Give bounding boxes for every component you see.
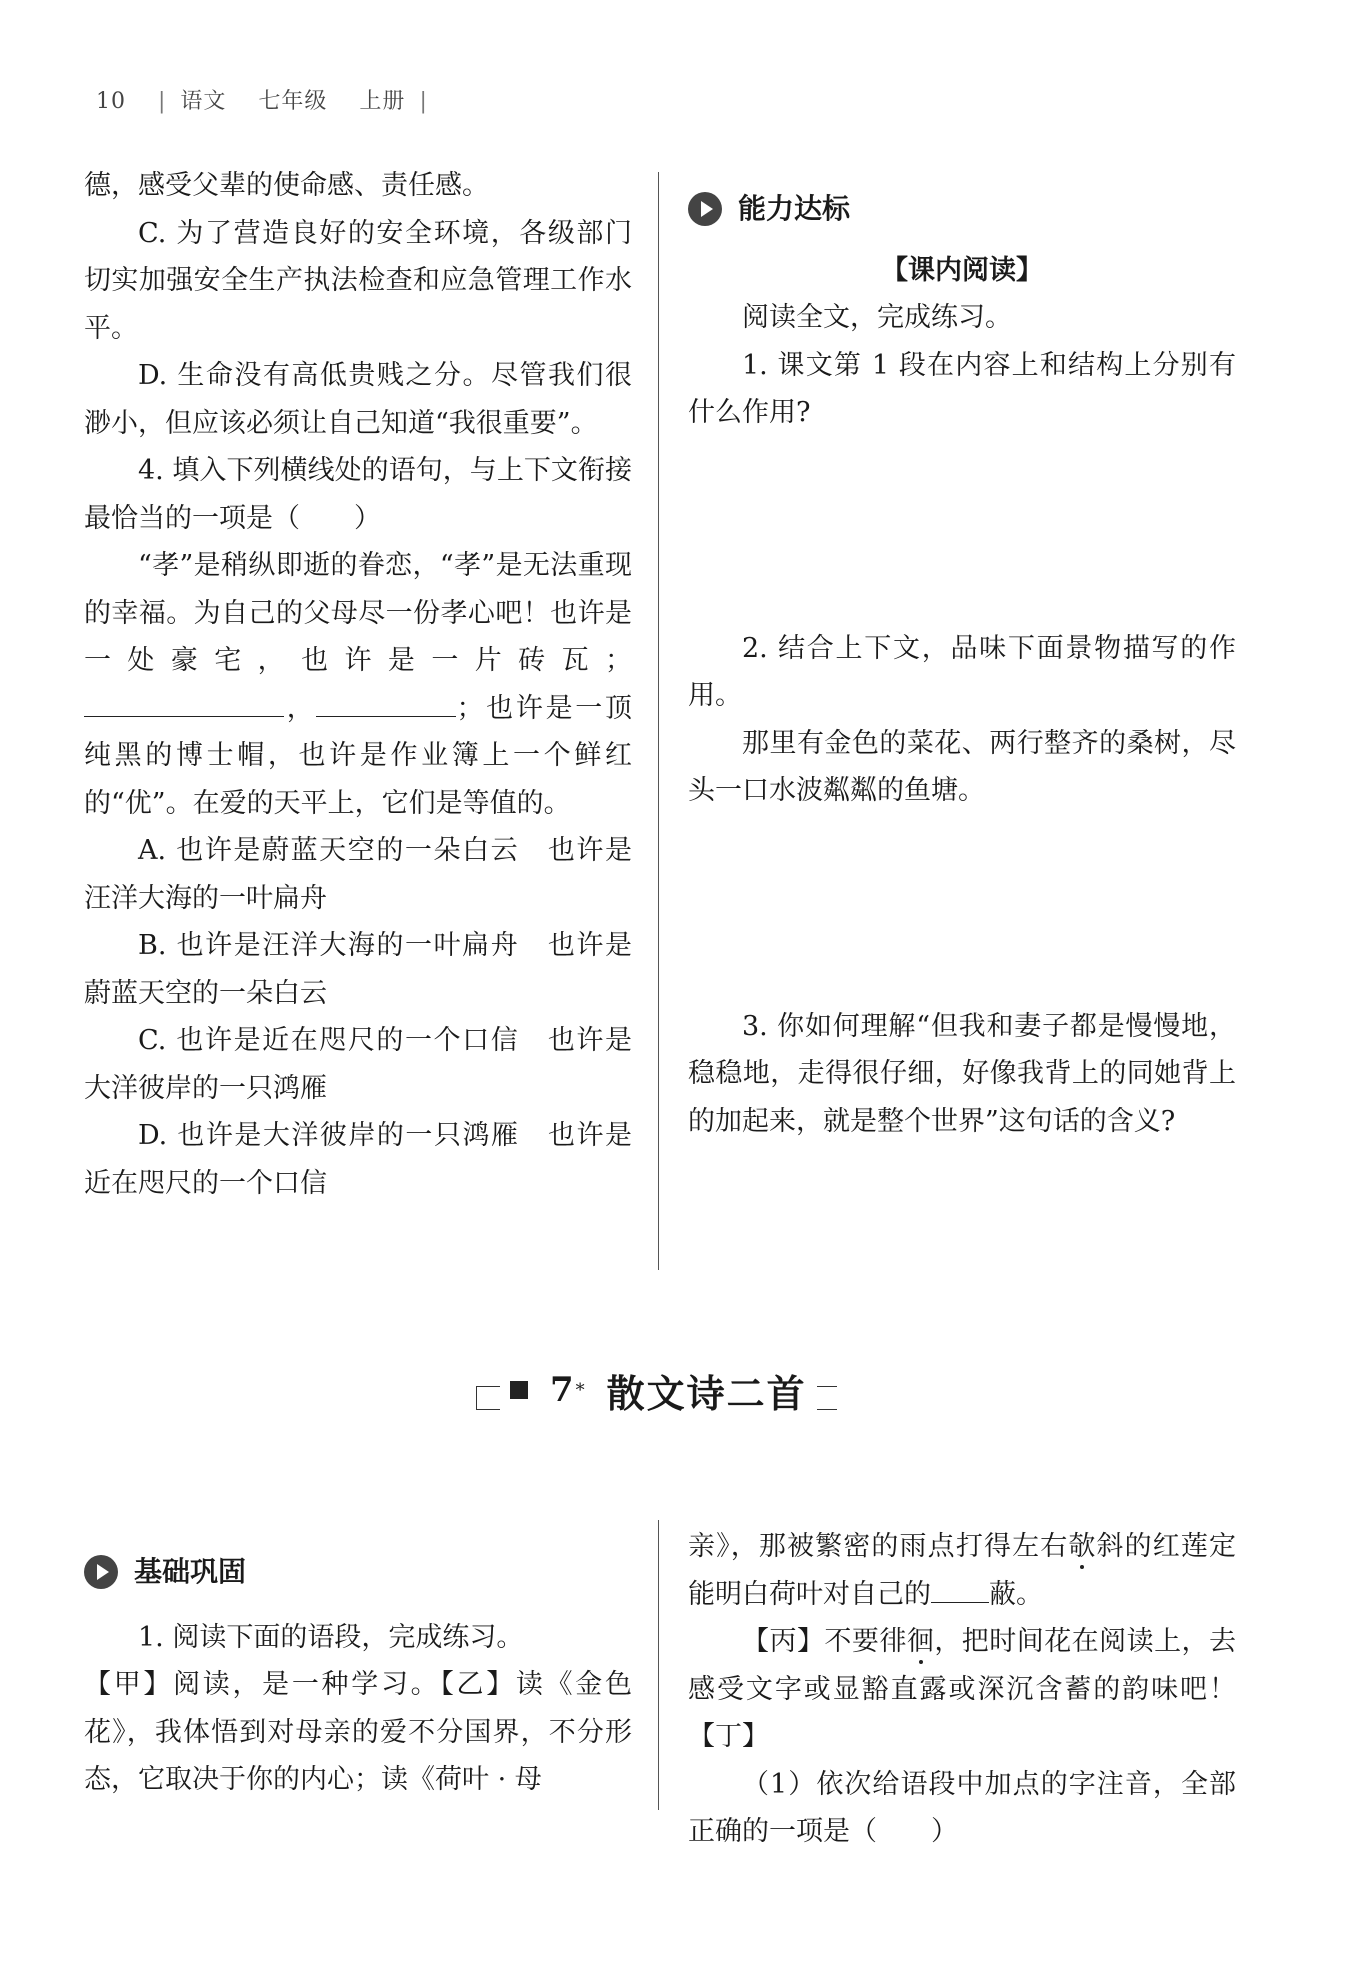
answer-space <box>688 437 1236 625</box>
header-divider: | <box>419 89 428 114</box>
passage: 【甲】阅读，是一种学习。【乙】读《金色花》，我体悟到对母亲的爱不分国界，不分形态，它取决于你的内心；读《荷叶 · 母 <box>84 1669 632 1795</box>
header-divider: | <box>158 89 167 114</box>
right-column-bottom <box>688 1523 1236 1856</box>
header-grade: 七年级 <box>258 89 328 114</box>
passage-comma: ， <box>284 692 317 724</box>
header-volume: 上册 <box>359 89 406 114</box>
text: ，把时间花在阅读上，去感受文字或显豁直露或深沉含蓄的韵味吧！【丁】 <box>688 1626 1237 1752</box>
left-column-bottom <box>84 1548 632 1804</box>
passage-continued <box>688 1523 1236 1618</box>
passage-text: ；也许是一顶纯黑的博士帽，也许是作业簿上一个鲜红的“优”。在爱的天平上，它们是等值的。 <box>84 692 633 819</box>
left-column-top <box>84 162 632 1207</box>
play-icon <box>84 1555 118 1589</box>
title-content <box>500 1364 817 1416</box>
passage-text: “孝”是稍纵即逝的眷恋，“孝”是无法重现的幸福。为自己的父母尽一份孝心吧！也许是一处豪宅，也许是一片砖瓦； <box>84 550 632 676</box>
paragraph: 德，感受父辈的使命感、责任感。 <box>84 170 489 201</box>
section-title: 能力达标 <box>738 192 851 225</box>
option-c: C. 为了营造良好的安全环境，各级部门切实加强安全生产执法检查和应急管理工作水平。 <box>84 217 632 344</box>
question-2: 2. 结合上下文，品味下面景物描写的作用。 <box>688 632 1236 711</box>
instruction: 阅读全文，完成练习。 <box>742 302 1012 333</box>
chapter-number: 7 <box>550 1370 574 1410</box>
choice-b: B. 也许是汪洋大海的一叶扁舟 也许是蔚蓝天空的一朵白云 <box>84 930 632 1009</box>
quoted-text: 那里有金色的菜花、两行整齐的桑树，尽头一口水波粼粼的鱼塘。 <box>688 727 1236 806</box>
question-3: 3. 你如何理解“但我和妻子都是慢慢地，稳稳地，走得很仔细，好像我背上的同她背上的加起来，就是整个世界”这句话的含义? <box>688 1010 1236 1137</box>
text: 蔽。 <box>989 1578 1043 1610</box>
square-bullet-icon <box>510 1381 528 1399</box>
chapter-name: 散文诗二首 <box>606 1370 807 1416</box>
chapter-title <box>476 1364 836 1420</box>
choice-d: D. 也许是大洋彼岸的一只鸿雁 也许是近在咫尺的一个口信 <box>84 1120 632 1199</box>
choice-a: A. 也许是蔚蓝天空的一朵白云 也许是汪洋大海的一叶扁舟 <box>84 835 632 914</box>
page-header <box>96 84 434 115</box>
section-heading <box>688 185 1236 233</box>
subsection-heading: 【课内阅读】 <box>881 254 1043 286</box>
answer-space <box>688 815 1236 1003</box>
blank <box>931 1572 989 1603</box>
sub-question-1: （1）依次给语段中加点的字注音，全部正确的一项是（ ） <box>688 1768 1236 1847</box>
page-number: 10 <box>96 89 126 114</box>
passage-bing <box>688 1618 1236 1761</box>
text: 亲》，那被繁密的雨点打得左右 <box>688 1531 1069 1562</box>
question-4: 4. 填入下列横线处的语句，与上下文衔接最恰当的一项是（ ） <box>84 455 632 534</box>
question-1: 1. 课文第 1 段在内容上和结构上分别有什么作用? <box>688 349 1236 428</box>
text: 斜的红莲定能明白荷叶对自己的 <box>688 1531 1237 1610</box>
column-divider <box>658 1520 659 1810</box>
blank-2 <box>316 686 456 717</box>
text: 【丙】不要徘 <box>742 1626 907 1657</box>
blank-1 <box>84 686 284 717</box>
option-d: D. 生命没有高低贵贱之分。尽管我们很渺小，但应该必须让自己知道“我很重要”。 <box>84 360 632 439</box>
question-1: 1. 阅读下面的语段，完成练习。 <box>138 1621 524 1653</box>
choice-c: C. 也许是近在咫尺的一个口信 也许是大洋彼岸的一只鸿雁 <box>84 1025 632 1104</box>
header-subject: 语文 <box>180 89 227 114</box>
column-divider <box>658 172 659 1270</box>
dotted-char: 徊 <box>906 1626 935 1657</box>
section-title: 基础巩固 <box>134 1555 247 1588</box>
right-column-top <box>688 185 1236 1145</box>
chapter-mark: * <box>575 1379 585 1401</box>
fill-in-passage <box>84 542 632 827</box>
section-heading <box>84 1548 632 1596</box>
dotted-char: 欹 <box>1068 1531 1097 1562</box>
play-icon <box>688 192 722 226</box>
